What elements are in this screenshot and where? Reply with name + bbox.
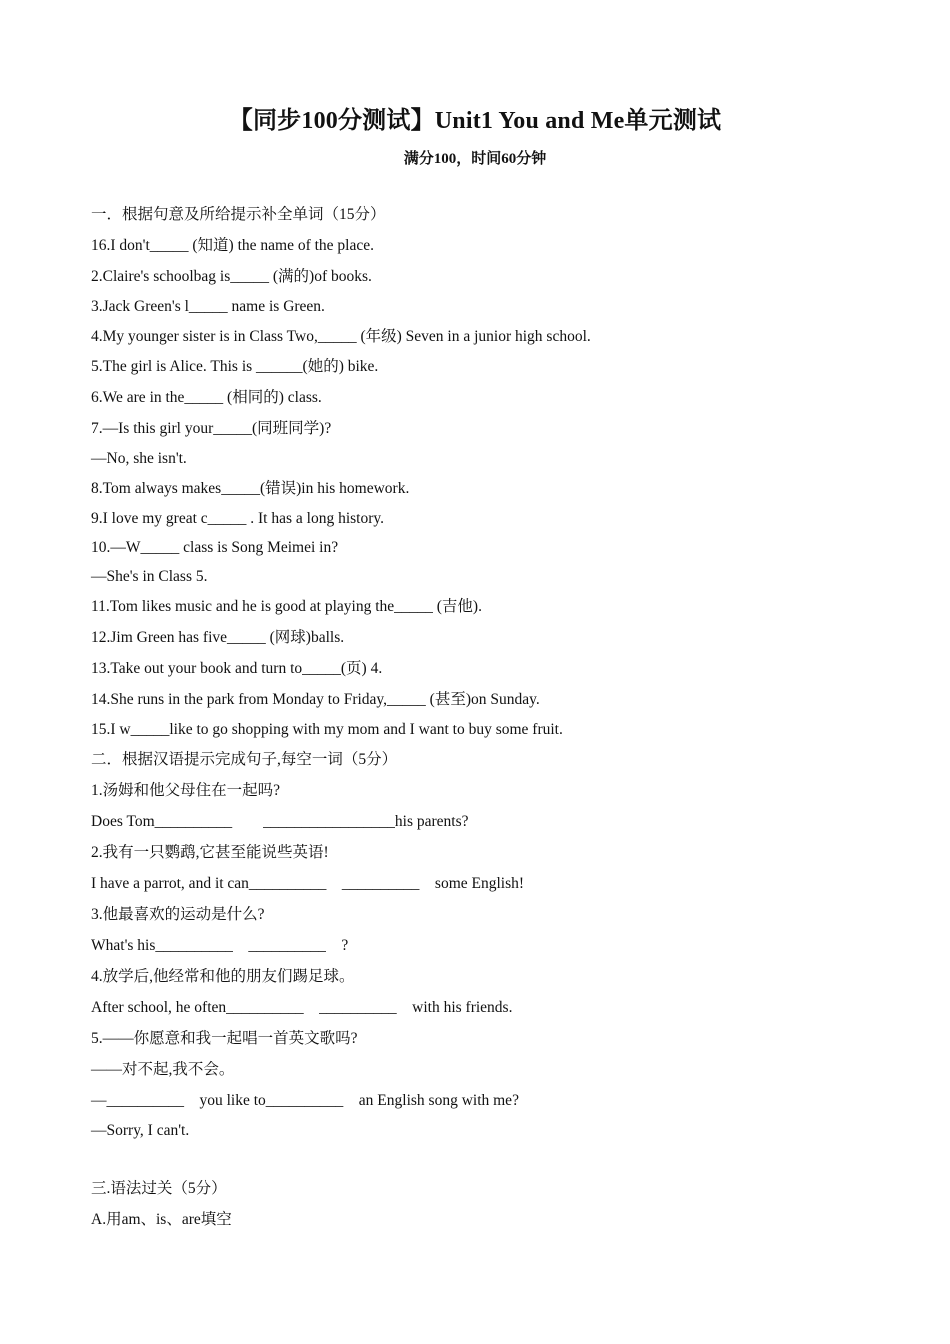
answer-line: —No, she isn't. bbox=[91, 450, 187, 467]
section3-heading: 三.语法过关（5分） bbox=[91, 1180, 227, 1197]
section1-heading: 一．根据句意及所给提示补全单词（15分） bbox=[91, 206, 386, 223]
chinese-prompt: 3.他最喜欢的运动是什么? bbox=[91, 906, 265, 923]
answer-line: —__________ you like to__________ an English song with me? bbox=[91, 1092, 519, 1109]
answer-line: After school, he often__________ __________ with his friends. bbox=[91, 999, 513, 1016]
question-line: 11.Tom likes music and he is good at playing the_____ (吉他). bbox=[91, 598, 482, 615]
question-line: 10.—W_____ class is Song Meimei in? bbox=[91, 539, 339, 556]
question-line: 8.Tom always makes_____(错误)in his homework. bbox=[91, 480, 410, 497]
question-line: 16.I don't_____ (知道) the name of the place. bbox=[91, 237, 375, 254]
chinese-prompt: ——对不起,我不会。 bbox=[91, 1061, 235, 1078]
document-title: 【同步100分测试】Unit1 You and Me单元测试 bbox=[228, 108, 722, 134]
question-line: 15.I w_____like to go shopping with my mom and I want to buy some fruit. bbox=[91, 721, 563, 738]
question-line: 5.The girl is Alice. This is ______(她的) bike. bbox=[91, 358, 379, 375]
question-line: 7.—Is this girl your_____(同班同学)? bbox=[91, 420, 332, 437]
chinese-prompt: 1.汤姆和他父母住在一起吗? bbox=[91, 782, 281, 799]
question-line: 2.Claire's schoolbag is_____ (满的)of books. bbox=[91, 268, 372, 285]
instruction-line: A.用am、is、are填空 bbox=[91, 1211, 232, 1228]
question-line: 12.Jim Green has five_____ (网球)balls. bbox=[91, 629, 345, 646]
question-line: 6.We are in the_____ (相同的) class. bbox=[91, 389, 322, 406]
question-line: 4.My younger sister is in Class Two,_____ (年级) Seven in a junior high school. bbox=[91, 328, 591, 345]
question-line: 9.I love my great c_____ . It has a long history. bbox=[91, 510, 385, 527]
question-line: 13.Take out your book and turn to_____(页) 4. bbox=[91, 660, 383, 677]
chinese-prompt: 4.放学后,他经常和他的朋友们踢足球。 bbox=[91, 968, 355, 985]
question-line: 14.She runs in the park from Monday to Friday,_____ (甚至)on Sunday. bbox=[91, 691, 540, 708]
document-subtitle: 满分100，时间60分钟 bbox=[403, 151, 547, 167]
answer-line: Does Tom__________ _________________his parents? bbox=[91, 813, 469, 830]
answer-line: —She's in Class 5. bbox=[91, 568, 208, 585]
document-body bbox=[91, 205, 871, 1230]
answer-line: What's his__________ __________ ? bbox=[91, 937, 349, 954]
chinese-prompt: 5.——你愿意和我一起唱一首英文歌吗? bbox=[91, 1030, 358, 1047]
section2-heading: 二．根据汉语提示完成句子,每空一词（5分） bbox=[91, 751, 398, 768]
chinese-prompt: 2.我有一只鹦鹉,它甚至能说些英语! bbox=[91, 844, 329, 861]
answer-line: —Sorry, I can't. bbox=[91, 1122, 190, 1139]
question-line: 3.Jack Green's l_____ name is Green. bbox=[91, 298, 325, 315]
answer-line: I have a parrot, and it can__________ __________ some English! bbox=[91, 875, 525, 892]
